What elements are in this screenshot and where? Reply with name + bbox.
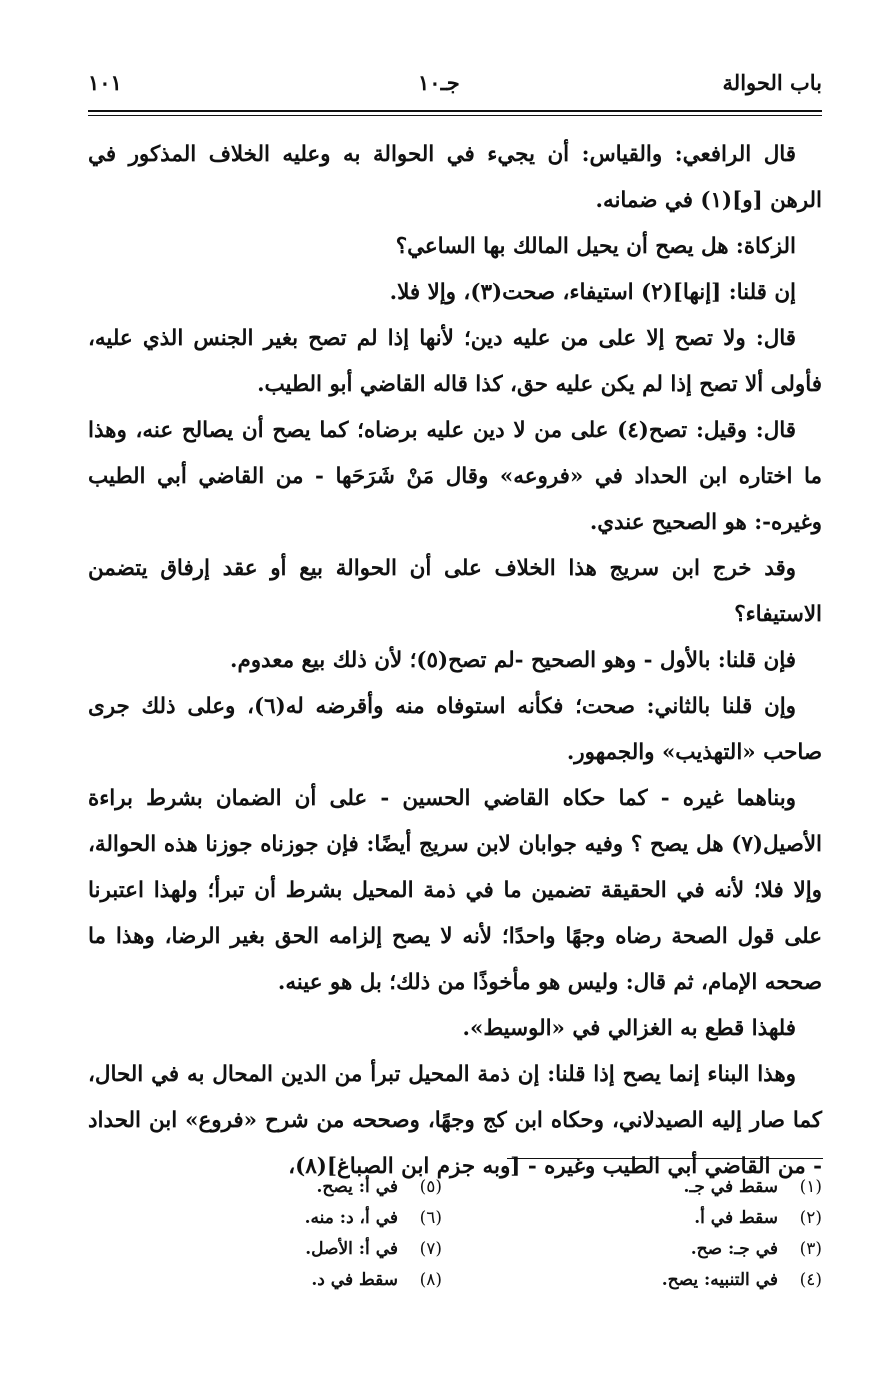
footnote-text: سقط في أ. bbox=[694, 1208, 778, 1228]
footnote-number: (٦) bbox=[419, 1208, 442, 1228]
footnotes-column-right bbox=[522, 1172, 822, 1296]
paragraph: إن قلنا: [إنها](٢) استيفاء، صحت(٣)، وإلا فلا. bbox=[389, 280, 796, 305]
footnote bbox=[142, 1172, 442, 1203]
footnote-number: (٤) bbox=[799, 1270, 822, 1290]
paragraph: قال: ولا تصح إلا على من عليه دين؛ لأنها إذا لم تصح بغير الجنس الذي عليه، فأولى ألا تصح إذا لم يكن عليه حق، كذا قاله القاضي أبو الطيب. bbox=[88, 326, 822, 397]
footnotes-column-left bbox=[142, 1172, 442, 1296]
paragraph: فإن قلنا: بالأول - وهو الصحيح -لم تصح(٥)؛ لأن ذلك بيع معدوم. bbox=[230, 648, 796, 673]
footnote-text: في أ: الأصل. bbox=[305, 1239, 398, 1259]
footnote-number: (١) bbox=[799, 1177, 822, 1197]
paragraph: فلهذا قطع به الغزالي في «الوسيط». bbox=[462, 1016, 796, 1041]
footnote bbox=[522, 1172, 822, 1203]
footnote bbox=[142, 1234, 442, 1265]
footnote-text: في أ، د: منه. bbox=[304, 1208, 398, 1228]
paragraph: وبناهما غيره - كما حكاه القاضي الحسين - على أن الضمان بشرط براءة الأصيل(٧) هل يصح ؟ وفيه جوابان لابن سريج أيضًا: فإن جوزناه جوزنا هذه الحوالة، وإلا فلا؛ لأنه في الحقيقة تضمين ما في ذمة المحيل بشرط أن تبرأ؛ ولهذا اعتبرنا على قول الصحة رضاه وجهًا واحدًا؛ لأنه لا يصح إلزامه الحق بغير الرضا، وهذا ما صححه الإمام، ثم قال: وليس هو مأخوذًا من ذلك؛ بل هو عينه. bbox=[88, 786, 822, 995]
paragraph: وقد خرج ابن سريج هذا الخلاف على أن الحوالة بيع أو عقد إرفاق يتضمن الاستيفاء؟ bbox=[88, 556, 822, 627]
footnote-number: (٣) bbox=[799, 1239, 822, 1259]
header-rule-thin bbox=[88, 115, 822, 116]
footnote-text: سقط في جـ. bbox=[683, 1177, 778, 1197]
footnote-text: في جـ: صح. bbox=[690, 1239, 778, 1259]
footnote bbox=[522, 1203, 822, 1234]
footnote-text: في التنبيه: يصح. bbox=[661, 1270, 778, 1290]
paragraph: وهذا البناء إنما يصح إذا قلنا: إن ذمة المحيل تبرأ من الدين المحال به في الحال، كما صار إليه الصيدلاني، وحكاه ابن كج وجهًا، وصححه من شرح «فروع» ابن الحداد - من القاضي أبي الطيب وغيره - [وبه جزم ابن الصباغ](٨)، bbox=[88, 1062, 822, 1179]
footnote-text: سقط في د. bbox=[311, 1270, 398, 1290]
footnote bbox=[522, 1234, 822, 1265]
chapter-title: باب الحوالة bbox=[722, 70, 822, 95]
footnote bbox=[142, 1203, 442, 1234]
footnote-number: (٢) bbox=[799, 1208, 822, 1228]
footnote-separator bbox=[507, 1158, 823, 1159]
footnote bbox=[522, 1265, 822, 1296]
main-text bbox=[88, 132, 822, 1190]
header-rule-thick bbox=[88, 110, 822, 112]
paragraph: قال الرافعي: والقياس: أن يجيء في الحوالة به وعليه الخلاف المذكور في الرهن [و](١) في ضمانه. bbox=[88, 142, 822, 213]
footnote-number: (٨) bbox=[419, 1270, 442, 1290]
paragraph: قال: وقيل: تصح(٤) على من لا دين عليه برضاه؛ كما يصح أن يصالح عنه، وهذا ما اختاره ابن الحداد في «فروعه» وقال مَنْ شَرَحَها - من القاضي أبي الطيب وغيره-: هو الصحيح عندي. bbox=[88, 418, 822, 535]
footnote bbox=[142, 1265, 442, 1296]
volume-label: جـ١٠ bbox=[418, 70, 460, 95]
footnote-number: (٥) bbox=[419, 1177, 442, 1197]
paragraph: وإن قلنا بالثاني: صحت؛ فكأنه استوفاه منه وأقرضه له(٦)، وعلى ذلك جرى صاحب «التهذيب» والجمهور. bbox=[88, 694, 822, 765]
paragraph: الزكاة: هل يصح أن يحيل المالك بها الساعي؟ bbox=[395, 234, 796, 259]
footnote-number: (٧) bbox=[419, 1239, 442, 1259]
page-number: ١٠١ bbox=[88, 70, 122, 95]
page-header bbox=[88, 70, 822, 104]
footnote-text: في أ: يصح. bbox=[316, 1177, 398, 1197]
